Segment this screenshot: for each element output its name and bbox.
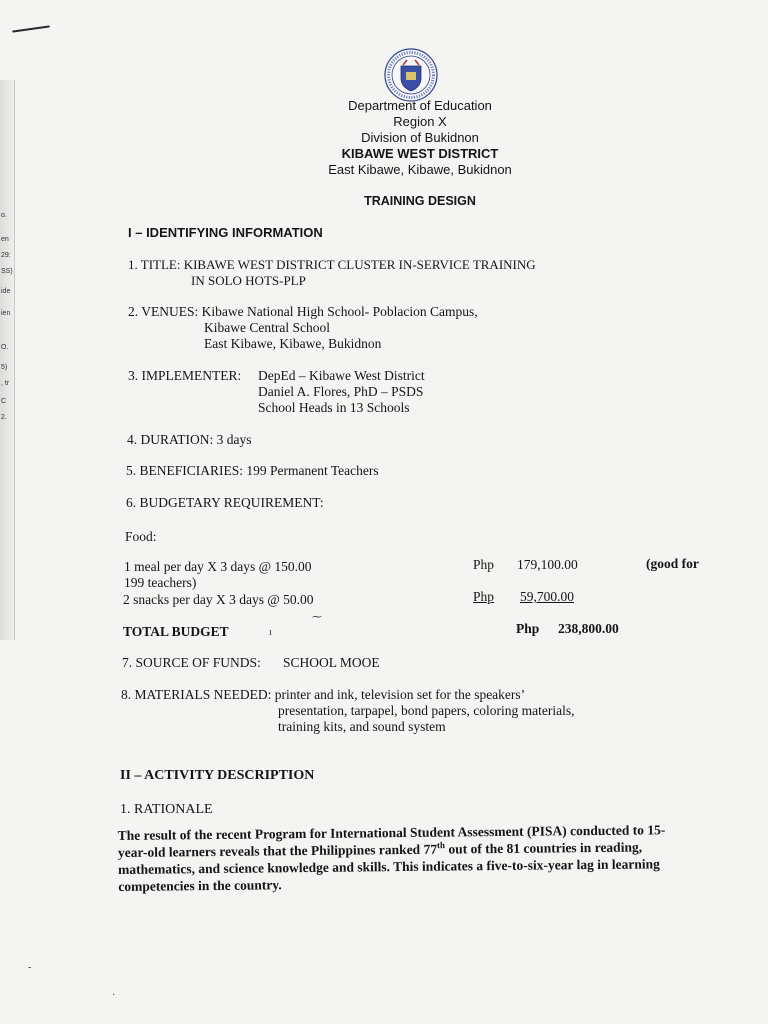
rationale-paragraph [118,821,689,895]
materials-line-3: training kits, and sound system [278,719,446,734]
venues-line-3: East Kibawe, Kibawe, Bukidnon [204,336,382,351]
beneficiaries: 5. BENEFICIARIES: 199 Permanent Teachers [126,463,379,478]
venues-line-2: Kibawe Central School [204,320,330,335]
budget-heading: 6. BUDGETARY REQUIREMENT: [126,495,324,510]
margin-fragment: ide [1,288,11,295]
margin-fragment: C [1,398,7,405]
source-of-funds-value: SCHOOL MOOE [283,655,380,670]
rationale-text-part-2: out of the 81 countries in reading, mathematics, and science knowledge and skills. This indicates a five-to-six-year lag in learning competencies in the country. [118,839,660,894]
margin-fragment: 2. [1,414,7,421]
food-label: Food: [125,529,157,544]
snack-currency: Php [473,589,495,604]
header-region: Region X [393,114,447,129]
header-address: East Kibawe, Kibawe, Bukidnon [328,162,512,177]
stray-mark: ı [269,627,272,638]
document-title: TRAINING DESIGN [364,194,476,208]
header-district: KIBAWE WEST DISTRICT [341,146,499,161]
implementer-line-2: Daniel A. Flores, PhD – PSDS [258,384,424,399]
stray-mark: · [112,990,116,1001]
header-division: Division of Bukidnon [361,130,479,145]
snack-amount: 59,700.00 [520,589,574,604]
margin-fragment: 5) [1,364,8,371]
implementer-line-1: DepEd – Kibawe West District [258,368,425,383]
duration: 4. DURATION: 3 days [127,432,252,447]
rationale-text-part-1: The result of the recent Program for International Student Assessment (PISA) conducted to 15-year-old learners reveals that the Philippines ranked 77 [117,822,666,860]
meal-currency: Php [473,557,495,572]
total-currency: Php [516,621,540,636]
stray-mark: - [28,962,32,973]
title-line-1: 1. TITLE: KIBAWE WEST DISTRICT CLUSTER IN-SERVICE TRAINING [128,257,536,272]
section-heading-identifying: I – IDENTIFYING INFORMATION [128,225,323,240]
stray-mark: ⁓ [312,612,322,623]
margin-fragment: 29: [1,252,11,259]
total-budget-label: TOTAL BUDGET [123,624,229,639]
margin-fragment: ien [1,310,11,317]
implementer-label: 3. IMPLEMENTER: [128,368,242,383]
title-line-2: IN SOLO HOTS-PLP [191,273,306,288]
deped-seal-icon [384,48,438,102]
meal-line-2: 199 teachers) [124,575,197,590]
venues-line-1: 2. VENUES: Kibawe National High School- Poblacion Campus, [128,304,478,319]
pen-mark [12,25,50,32]
margin-fragment: en [1,236,9,243]
implementer-line-3: School Heads in 13 Schools [258,400,410,415]
section-heading-activity: II – ACTIVITY DESCRIPTION [120,768,315,783]
meal-amount: 179,100.00 [517,557,578,572]
rationale-heading: 1. RATIONALE [120,802,213,817]
margin-fragment: , tr [1,380,10,387]
rationale-superscript: th [436,840,446,851]
source-of-funds-label: 7. SOURCE OF FUNDS: [122,655,261,670]
snack-line: 2 snacks per day X 3 days @ 50.00 [123,592,314,607]
header-department: Department of Education [348,98,492,113]
margin-fragment: O. [1,344,9,351]
margin-fragment: o. [1,212,7,219]
meal-line-1: 1 meal per day X 3 days @ 150.00 [124,559,312,574]
meal-note: (good for [646,556,699,571]
materials-line-1: 8. MATERIALS NEEDED: printer and ink, television set for the speakers’ [121,687,526,702]
total-amount: 238,800.00 [558,621,619,636]
adjacent-page-edge [0,80,15,640]
margin-fragment: SS) [1,268,13,275]
materials-line-2: presentation, tarpapel, bond papers, coloring materials, [278,703,575,718]
